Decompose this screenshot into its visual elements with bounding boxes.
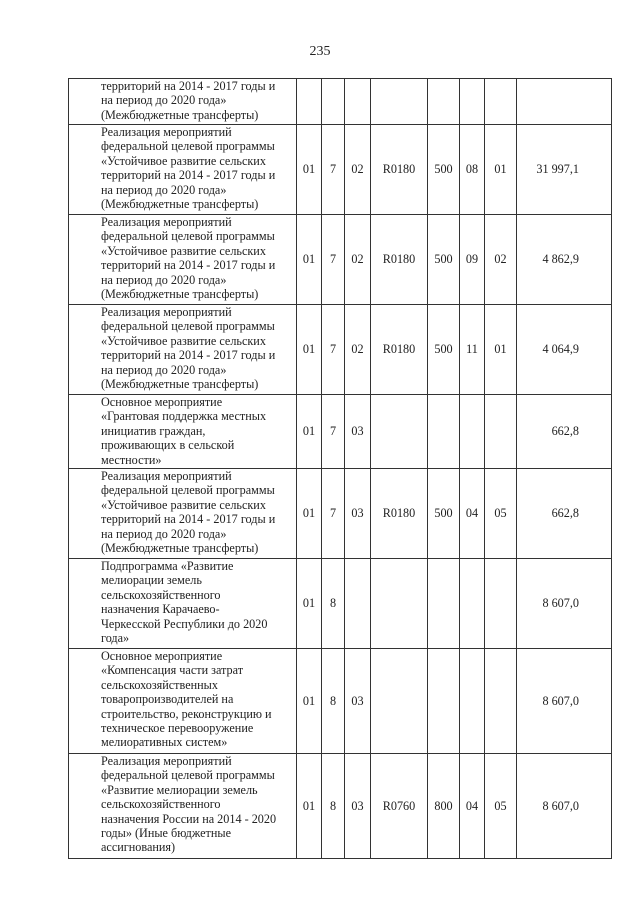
code-cell-7: 05: [485, 754, 517, 859]
amount-cell: 4 862,9: [517, 215, 612, 305]
code-cell-4: [371, 395, 428, 469]
amount-cell: 8 607,0: [517, 754, 612, 859]
table-row: [69, 649, 612, 754]
amount-cell: 31 997,1: [517, 125, 612, 215]
code-cell-6: [460, 79, 485, 125]
code-cell-1: 01: [297, 649, 322, 754]
code-cell-7: [485, 395, 517, 469]
row-description-cell: [69, 649, 297, 754]
code-cell-3: 03: [345, 649, 371, 754]
amount-cell: 8 607,0: [517, 559, 612, 649]
row-description: Основное мероприятие «Грантовая поддержка местных инициатив граждан, проживающих в сельской местности»: [101, 395, 267, 467]
row-description-cell: [69, 469, 297, 559]
code-cell-3: 03: [345, 395, 371, 469]
code-cell-6: [460, 395, 485, 469]
row-description-cell: [69, 559, 297, 649]
code-cell-7: 01: [485, 125, 517, 215]
row-description: Подпрограмма «Развитие мелиорации земель сельскохозяйственного назначения Карачаево- Черкесской Республики до 2020 года»: [101, 559, 268, 646]
row-description: Реализация мероприятий федеральной целевой программы «Устойчивое развитие сельских территорий на 2014 - 2017 годы и на период до 2020 года» (Межбюджетные трансферты): [101, 215, 276, 302]
code-cell-2: 7: [322, 215, 345, 305]
code-cell-1: [297, 79, 322, 125]
row-description: Реализация мероприятий федеральной целевой программы «Устойчивое развитие сельских территорий на 2014 - 2017 годы и на период до 2020 года» (Межбюджетные трансферты): [101, 305, 276, 392]
code-cell-4: [371, 649, 428, 754]
code-cell-3: 02: [345, 305, 371, 395]
code-cell-5: [428, 649, 460, 754]
budget-table: [68, 78, 612, 859]
table-row: [69, 469, 612, 559]
amount-cell: 4 064,9: [517, 305, 612, 395]
table-row: [69, 395, 612, 469]
row-description: Основное мероприятие «Компенсация части затрат сельскохозяйственных товаропроизводителей на строительство, реконструкцию и техническое перевооружение мелиоративных систем»: [101, 649, 272, 750]
amount-cell: [517, 79, 612, 125]
code-cell-4: R0180: [371, 215, 428, 305]
code-cell-3: 02: [345, 125, 371, 215]
code-cell-1: 01: [297, 215, 322, 305]
table-row: [69, 305, 612, 395]
row-description-cell: [69, 754, 297, 859]
code-cell-4: [371, 79, 428, 125]
row-description-cell: [69, 395, 297, 469]
code-cell-6: [460, 649, 485, 754]
code-cell-3: 03: [345, 469, 371, 559]
code-cell-4: R0180: [371, 469, 428, 559]
code-cell-2: 7: [322, 469, 345, 559]
page-number: 235: [309, 44, 331, 59]
code-cell-7: 05: [485, 469, 517, 559]
code-cell-5: [428, 79, 460, 125]
amount-cell: 8 607,0: [517, 649, 612, 754]
table-row: [69, 559, 612, 649]
code-cell-2: 8: [322, 649, 345, 754]
code-cell-6: 04: [460, 469, 485, 559]
code-cell-5: [428, 395, 460, 469]
code-cell-5: 800: [428, 754, 460, 859]
code-cell-3: [345, 79, 371, 125]
code-cell-2: 8: [322, 559, 345, 649]
code-cell-5: [428, 559, 460, 649]
code-cell-6: 04: [460, 754, 485, 859]
code-cell-7: [485, 649, 517, 754]
row-description-cell: [69, 79, 297, 125]
code-cell-2: 7: [322, 125, 345, 215]
row-description: Реализация мероприятий федеральной целевой программы «Устойчивое развитие сельских территорий на 2014 - 2017 годы и на период до 2020 года» (Межбюджетные трансферты): [101, 469, 276, 556]
code-cell-2: 7: [322, 395, 345, 469]
row-description-cell: [69, 305, 297, 395]
code-cell-3: [345, 559, 371, 649]
table-row: [69, 215, 612, 305]
table-row: [69, 754, 612, 859]
code-cell-1: 01: [297, 125, 322, 215]
code-cell-7: 01: [485, 305, 517, 395]
code-cell-2: 7: [322, 305, 345, 395]
row-description: территорий на 2014 - 2017 годы и на период до 2020 года» (Межбюджетные трансферты): [101, 79, 276, 122]
amount-cell: 662,8: [517, 395, 612, 469]
code-cell-5: 500: [428, 469, 460, 559]
table-row: [69, 125, 612, 215]
code-cell-6: 11: [460, 305, 485, 395]
code-cell-3: 02: [345, 215, 371, 305]
code-cell-1: 01: [297, 469, 322, 559]
code-cell-3: 03: [345, 754, 371, 859]
code-cell-2: 8: [322, 754, 345, 859]
code-cell-4: [371, 559, 428, 649]
code-cell-1: 01: [297, 559, 322, 649]
amount-cell: 662,8: [517, 469, 612, 559]
table-row: [69, 79, 612, 125]
code-cell-4: R0760: [371, 754, 428, 859]
code-cell-4: R0180: [371, 305, 428, 395]
code-cell-7: [485, 559, 517, 649]
code-cell-7: 02: [485, 215, 517, 305]
code-cell-5: 500: [428, 215, 460, 305]
code-cell-4: R0180: [371, 125, 428, 215]
code-cell-6: 08: [460, 125, 485, 215]
table-body: [69, 79, 612, 859]
code-cell-6: 09: [460, 215, 485, 305]
row-description: Реализация мероприятий федеральной целевой программы «Развитие мелиорации земель сельскохозяйственного назначения России на 2014 - 2020 годы» (Иные бюджетные ассигнования): [101, 754, 277, 855]
code-cell-1: 01: [297, 305, 322, 395]
code-cell-1: 01: [297, 395, 322, 469]
code-cell-1: 01: [297, 754, 322, 859]
code-cell-6: [460, 559, 485, 649]
row-description-cell: [69, 125, 297, 215]
code-cell-7: [485, 79, 517, 125]
code-cell-5: 500: [428, 125, 460, 215]
code-cell-2: [322, 79, 345, 125]
row-description-cell: [69, 215, 297, 305]
code-cell-5: 500: [428, 305, 460, 395]
row-description: Реализация мероприятий федеральной целевой программы «Устойчивое развитие сельских территорий на 2014 - 2017 годы и на период до 2020 года» (Межбюджетные трансферты): [101, 125, 276, 212]
